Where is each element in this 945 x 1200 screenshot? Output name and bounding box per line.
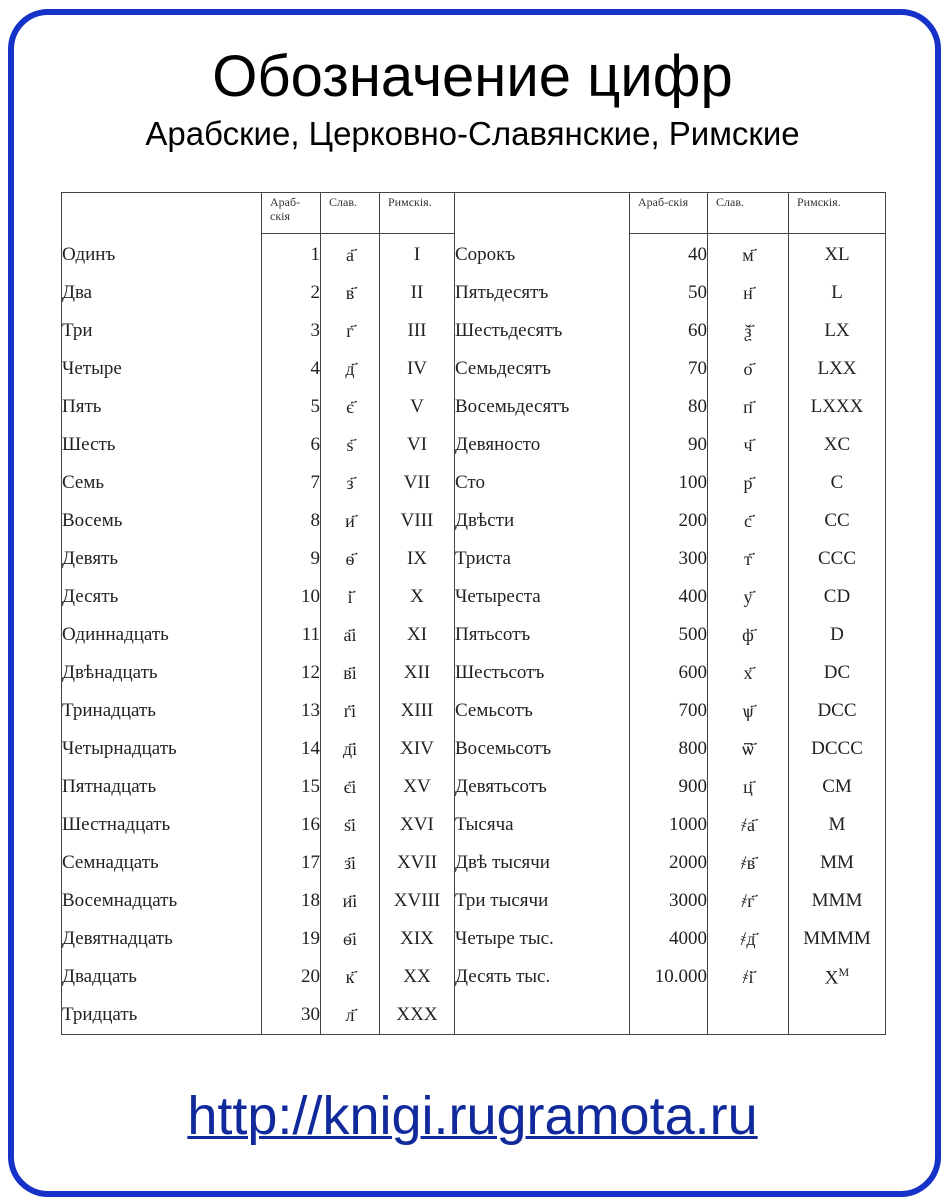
right-name-cell: Пятьсотъ [455,616,630,654]
left-name-cell: Семь [62,472,105,493]
right-name-cell: Восемьдесятъ [455,388,630,426]
table-row [62,578,886,616]
left-slav-cell: к҃ [321,958,380,996]
header-arab-left: Араб-скія [262,193,321,234]
right-arab-cell: 50 [630,274,708,312]
left-name-cell: Одинъ [62,243,116,265]
table-row [62,844,886,882]
left-arab-cell: 10 [262,578,321,616]
right-name-cell: Триста [455,540,630,578]
right-slav-cell: ѿ҃ [708,730,789,768]
right-arab-cell: 60 [630,312,708,350]
left-name-cell: Три [62,320,93,341]
left-roman-cell: XX [380,958,455,996]
table-row [62,426,886,464]
right-slav-cell: с҃ [708,502,789,540]
left-arab-cell: 1 [262,234,321,275]
right-name-cell: Семьсотъ [455,692,630,730]
left-roman-cell: XVII [380,844,455,882]
left-roman-cell: I [380,234,455,275]
left-arab-cell: 2 [262,274,321,312]
left-roman-cell: XVI [380,806,455,844]
left-name-cell: Десять [62,586,119,607]
left-slav-cell: и҃і [321,882,380,920]
right-arab-cell: 3000 [630,882,708,920]
right-arab-cell: 4000 [630,920,708,958]
left-roman-cell: II [380,274,455,312]
left-arab-cell: 18 [262,882,321,920]
left-slav-cell: ѳ҃ [321,540,380,578]
left-arab-cell: 12 [262,654,321,692]
table-row [62,464,886,502]
right-arab-cell: 10.000 [630,958,708,996]
table-row [62,274,886,312]
right-roman-cell: LXX [789,350,886,388]
left-name-cell: Тринадцать [62,700,156,721]
right-slav-cell: ф҃ [708,616,789,654]
left-slav-cell: з҃ [321,464,380,502]
table-row [62,768,886,806]
right-roman-cell: MMMM [789,920,886,958]
right-slav-cell: ѱ҃ [708,692,789,730]
table-row [62,350,886,388]
left-arab-cell: 7 [262,464,321,502]
right-name-cell: Восемьсотъ [455,730,630,768]
roman-superscript: M [838,964,850,979]
right-arab-cell: 80 [630,388,708,426]
right-name-cell: Семьдесятъ [455,350,630,388]
left-roman-cell: V [380,388,455,426]
right-roman-cell: DC [789,654,886,692]
left-slav-cell: г҃і [321,692,380,730]
right-name-cell: Три тысячи [455,882,630,920]
right-roman-cell: CD [789,578,886,616]
left-slav-cell: в҃ [321,274,380,312]
table-row [62,958,886,996]
right-slav-cell: ҂в҃ [708,844,789,882]
right-slav-cell: ҂а҃ [708,806,789,844]
right-arab-cell: 900 [630,768,708,806]
header-blank-right [455,193,630,234]
right-slav-cell: н҃ [708,274,789,312]
left-name-cell: Шестнадцать [62,814,171,835]
left-name-cell: Шесть [62,434,116,455]
roman-value: X [824,967,839,989]
left-roman-cell: XXX [380,996,455,1035]
right-arab-cell: 90 [630,426,708,464]
left-roman-cell: X [380,578,455,616]
right-arab-cell: 300 [630,540,708,578]
left-name-cell: Одиннадцать [62,624,169,645]
left-arab-cell: 9 [262,540,321,578]
right-slav-cell: ц҃ [708,768,789,806]
right-roman-cell: MMM [789,882,886,920]
right-roman-cell: M [789,806,886,844]
right-slav-cell: ч҃ [708,426,789,464]
right-arab-cell: 70 [630,350,708,388]
right-slav-cell: ҂д҃ [708,920,789,958]
left-roman-cell: VI [380,426,455,464]
right-name-cell: Сто [455,464,630,502]
right-roman-cell: CCC [789,540,886,578]
left-name-cell: Девять [62,548,119,569]
left-slav-cell: и҃ [321,502,380,540]
left-roman-cell: VII [380,464,455,502]
right-name-cell: Четыреста [455,578,630,616]
left-slav-cell: і҃ [321,578,380,616]
right-arab-cell: 500 [630,616,708,654]
left-arab-cell: 11 [262,616,321,654]
left-slav-cell: д҃ [321,350,380,388]
left-slav-cell: а҃і [321,616,380,654]
table-row [62,312,886,350]
table-row [62,920,886,958]
left-name-cell: Пять [62,396,102,417]
left-name-cell: Тридцать [62,1004,138,1025]
left-arab-cell: 4 [262,350,321,388]
right-name-cell: Двѣсти [455,502,630,540]
right-name-cell: Девяносто [455,426,630,464]
left-roman-cell: XVIII [380,882,455,920]
right-name-cell: Сорокъ [455,234,630,275]
right-roman-cell: MM [789,844,886,882]
table-row [62,692,886,730]
left-arab-cell: 16 [262,806,321,844]
right-roman-cell: CC [789,502,886,540]
right-name-cell: Девятьсотъ [455,768,630,806]
table-row [62,502,886,540]
right-name-cell: Шестьдесятъ [455,312,630,350]
left-arab-cell: 8 [262,502,321,540]
right-arab-cell [630,996,708,1035]
left-slav-cell: г҃ [321,312,380,350]
right-roman-cell [789,996,886,1035]
right-name-cell: Двѣ тысячи [455,844,630,882]
left-slav-cell: ѕ҃ [321,426,380,464]
left-arab-cell: 3 [262,312,321,350]
left-slav-cell: в҃і [321,654,380,692]
left-name-cell: Пятнадцать [62,776,157,797]
right-name-cell: Десять тыс. [455,958,630,996]
table-row [62,540,886,578]
left-slav-cell: є҃і [321,768,380,806]
left-arab-cell: 5 [262,388,321,426]
right-roman-cell: DCCC [789,730,886,768]
table-row [62,730,886,768]
left-slav-cell: ѳ҃і [321,920,380,958]
table-row [62,806,886,844]
right-arab-cell: 2000 [630,844,708,882]
right-arab-cell: 800 [630,730,708,768]
left-slav-cell: а҃ [321,234,380,275]
left-name-cell: Четыре [62,358,122,379]
site-url [0,1084,945,1148]
left-arab-cell: 30 [262,996,321,1035]
right-arab-cell: 600 [630,654,708,692]
right-roman-cell [789,958,886,996]
table-row [62,996,886,1035]
right-arab-cell: 1000 [630,806,708,844]
right-roman-cell: L [789,274,886,312]
right-roman-cell: D [789,616,886,654]
header-slav-left: Слав. [321,193,380,234]
left-name-cell: Семнадцать [62,852,159,873]
right-slav-cell: ѯ҃ [708,312,789,350]
left-slav-cell: л҃ [321,996,380,1035]
right-roman-cell: DCC [789,692,886,730]
left-name-cell: Двадцать [62,966,137,987]
left-roman-cell: III [380,312,455,350]
left-arab-cell: 6 [262,426,321,464]
left-roman-cell: XV [380,768,455,806]
left-name-cell: Четырнадцать [62,738,177,759]
right-name-cell [455,996,630,1035]
right-roman-cell: LX [789,312,886,350]
right-name-cell: Шестьсотъ [455,654,630,692]
right-slav-cell: м҃ [708,234,789,275]
right-slav-cell: х҃ [708,654,789,692]
right-slav-cell [708,996,789,1035]
left-arab-cell: 13 [262,692,321,730]
header-roman-left: Римскія. [380,193,455,234]
right-roman-cell: CM [789,768,886,806]
numerals-table [61,192,886,1035]
header-blank-left [62,193,262,234]
left-roman-cell: XI [380,616,455,654]
table-row [62,616,886,654]
left-name-cell: Два [62,282,93,303]
right-arab-cell: 200 [630,502,708,540]
table-header-row [62,193,886,234]
page-subtitle: Арабские, Церковно-Славянские, Римские [145,115,800,152]
right-slav-cell: п҃ [708,388,789,426]
table-row [62,654,886,692]
left-name-cell: Восемь [62,510,123,531]
left-slav-cell: є҃ [321,388,380,426]
left-slav-cell: д҃і [321,730,380,768]
left-arab-cell: 14 [262,730,321,768]
header-roman-right: Римскія. [789,193,886,234]
left-roman-cell: XIV [380,730,455,768]
right-name-cell: Пятьдесятъ [455,274,630,312]
left-roman-cell: XIX [380,920,455,958]
table-row [62,388,886,426]
right-arab-cell: 40 [630,234,708,275]
left-name-cell: Девятнадцать [62,928,173,949]
right-name-cell: Четыре тыс. [455,920,630,958]
left-arab-cell: 19 [262,920,321,958]
right-slav-cell: т҃ [708,540,789,578]
left-arab-cell: 20 [262,958,321,996]
left-slav-cell: ѕ҃і [321,806,380,844]
right-name-cell: Тысяча [455,806,630,844]
left-roman-cell: XII [380,654,455,692]
left-arab-cell: 17 [262,844,321,882]
right-slav-cell: ҂і҃ [708,958,789,996]
left-roman-cell: IX [380,540,455,578]
table-row [62,882,886,920]
right-slav-cell: р҃ [708,464,789,502]
left-roman-cell: IV [380,350,455,388]
left-slav-cell: з҃і [321,844,380,882]
header-slav-right: Слав. [708,193,789,234]
left-arab-cell: 15 [262,768,321,806]
right-roman-cell: XC [789,426,886,464]
left-roman-cell: VIII [380,502,455,540]
right-roman-cell: LXXX [789,388,886,426]
right-slav-cell: о҃ [708,350,789,388]
right-arab-cell: 100 [630,464,708,502]
table-row [62,234,886,275]
left-roman-cell: XIII [380,692,455,730]
right-slav-cell: ҂г҃ [708,882,789,920]
right-arab-cell: 400 [630,578,708,616]
table-body [62,234,886,1035]
site-link[interactable]: http://knigi.rugramota.ru [187,1086,758,1146]
right-roman-cell: C [789,464,886,502]
page-title: Обозначение цифр [212,44,733,109]
left-name-cell: Восемнадцать [62,890,178,911]
right-slav-cell: у҃ [708,578,789,616]
left-name-cell: Двѣнадцать [62,662,158,683]
right-roman-cell: XL [789,234,886,275]
header-arab-right: Араб-скія [630,193,708,234]
right-arab-cell: 700 [630,692,708,730]
